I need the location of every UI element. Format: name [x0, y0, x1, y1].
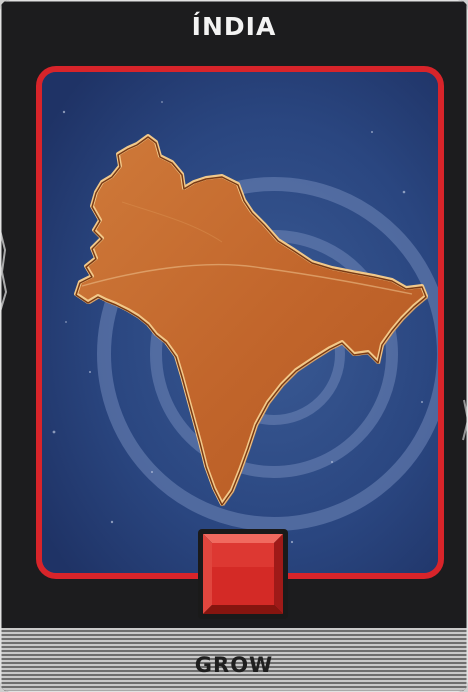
map-canvas: [42, 72, 438, 573]
territory-title: ÍNDIA: [191, 12, 277, 41]
red-square-gem-icon: [198, 529, 288, 619]
map-panel: [36, 66, 444, 579]
grow-label: GROW: [194, 653, 274, 677]
